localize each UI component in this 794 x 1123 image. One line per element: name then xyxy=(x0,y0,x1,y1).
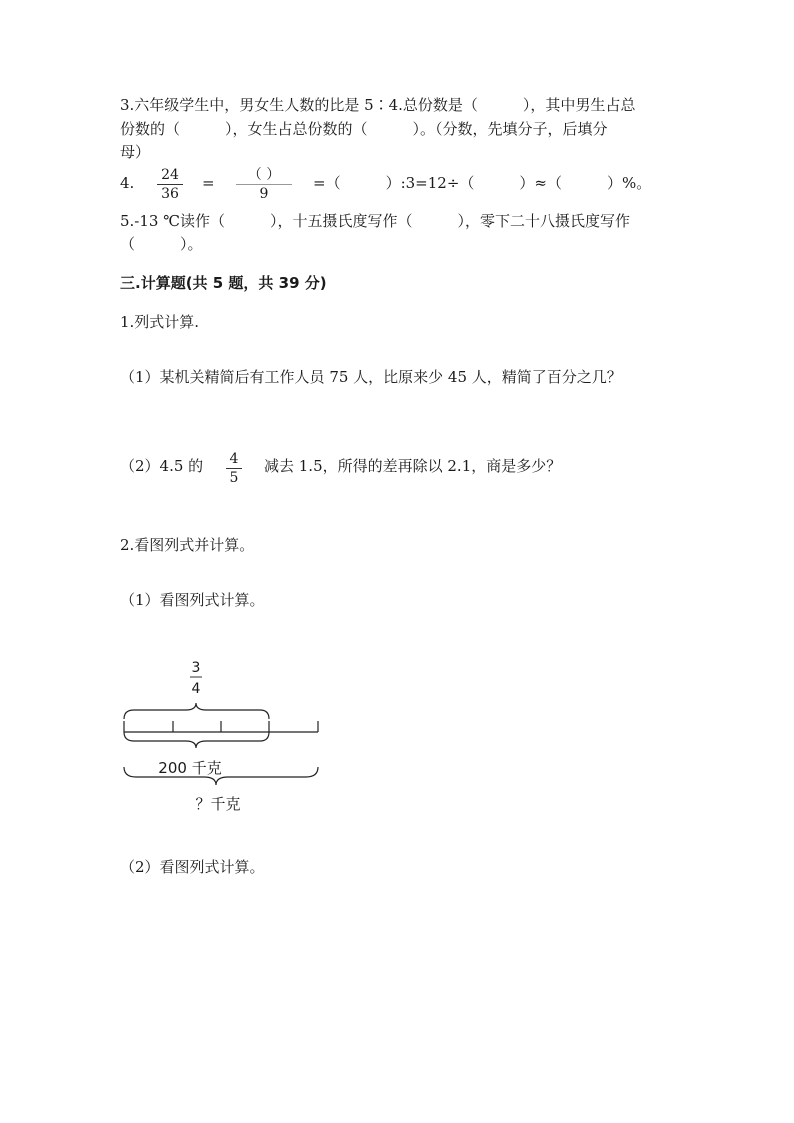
diagram-frac-denominator: 4 xyxy=(191,681,201,697)
q3-line-3: 母） xyxy=(120,143,151,161)
calc-1-sub-1: （1）某机关精简后有工作人员 75 人，比原来少 45 人，精简了百分之几？ xyxy=(120,368,622,386)
q4-fraction-blank-9 xyxy=(236,167,292,202)
diagram-label-part: 200 千克 xyxy=(158,759,222,777)
calc-1-frac-denominator: 5 xyxy=(229,470,239,486)
q5-line-2: （ ）。 xyxy=(120,235,203,253)
section-3-title: 三.计算题(共 5 题，共 39 分) xyxy=(120,274,327,292)
diagram-frac-numerator: 3 xyxy=(191,660,201,676)
q5-line-1: 5.-13 ℃读作（ ），十五摄氏度写作（ ），零下二十八摄氏度写作 xyxy=(120,212,631,230)
q4-frac2-denominator: 9 xyxy=(259,186,269,202)
calc-1-title: 1.列式计算. xyxy=(120,313,200,331)
line-segment-diagram xyxy=(110,655,340,820)
q3-line-1: 3.六年级学生中，男女生人数的比是 5∶4.总份数是（ ），其中男生占总 xyxy=(120,96,636,114)
part-brace xyxy=(124,732,269,748)
calc-1-sub-2-prefix: （2）4.5 的 xyxy=(120,457,204,475)
calc-2-title: 2.看图列式并计算。 xyxy=(120,536,255,554)
q4-fraction-24-36 xyxy=(157,167,183,202)
q4-equals-1: = xyxy=(202,174,215,192)
q4-number: 4. xyxy=(120,174,135,192)
q4-rest: =（ ）:3=12÷（ ）≈（ ）%。 xyxy=(313,174,652,192)
calc-2-sub-1: （1）看图列式计算。 xyxy=(120,591,265,609)
q3-line-2: 份数的（ ），女生占总份数的（ ）。（分数，先填分子，后填分 xyxy=(120,120,608,138)
q4-frac1-denominator: 36 xyxy=(161,186,179,202)
diagram-label-total: ？千克 xyxy=(195,795,241,813)
calc-1-sub-2-suffix: 减去 1.5，所得的差再除以 2.1，商是多少？ xyxy=(264,457,562,475)
calc-2-sub-2: （2）看图列式计算。 xyxy=(120,858,265,876)
q4-frac2-numerator: （ ） xyxy=(247,167,281,183)
calc-1-fraction-4-5 xyxy=(226,451,242,486)
q4-frac1-numerator: 24 xyxy=(161,167,179,183)
top-brace xyxy=(124,703,269,719)
calc-1-frac-numerator: 4 xyxy=(229,451,239,467)
